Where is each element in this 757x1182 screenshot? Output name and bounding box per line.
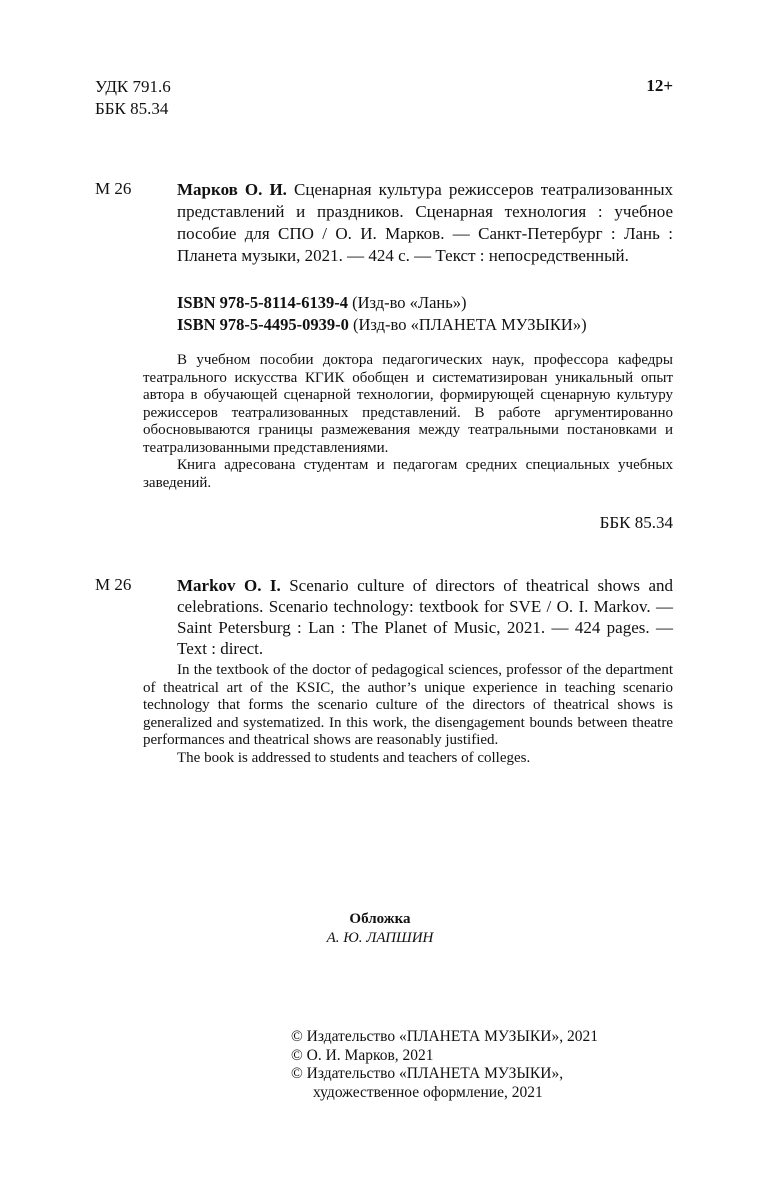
cover-label: Обложка — [349, 911, 411, 927]
copyright-line-3: © Издательство «ПЛАНЕТА МУЗЫКИ», — [291, 1065, 564, 1082]
cover-artist: А. Ю. ЛАПШИН — [326, 930, 434, 946]
bbk-code: ББК 85.34 — [95, 99, 169, 118]
bibliographic-text-en: Scenario culture of directors of theatrical shows and celebrations. Scenario technology: textbook for SVE / O. I. Markov. — Saint Petersburg : Lan : The Planet of Music, 2021. — 424 pages. — Text : direct. — [177, 576, 674, 658]
abstract-ru-paragraph-1: В учебном пособии доктора педагогических наук, профессора кафедры театрального искусства КГИК обобщен и систематизирован уникальный опыт автора в обучающей сценарной технологии, формирующей сценарную культуру режиссеров театрализованных представлений. В работе аргументированно обосновываются границы размежевания между театральными постановками и театрализованными представлениями. — [143, 352, 673, 456]
abstract-en — [143, 662, 673, 767]
abstract-en-paragraph-2: The book is addressed to students and teachers of colleges. — [177, 749, 531, 766]
copyright-line-2: © О. И. Марков, 2021 — [291, 1046, 434, 1064]
copyright-line-1: © Издательство «ПЛАНЕТА МУЗЫКИ», 2021 — [291, 1028, 598, 1045]
age-rating: 12+ — [646, 76, 673, 95]
bibliographic-entry-ru — [177, 179, 673, 267]
author-cipher-en: M 26 — [95, 575, 132, 594]
author-name-en: Markov O. I. — [177, 576, 281, 595]
isbn-line-2 — [177, 314, 673, 336]
bibliographic-entry-en — [177, 575, 673, 659]
cover-credit — [300, 910, 460, 948]
abstract-en-paragraph-1: In the textbook of the doctor of pedagogical sciences, professor of the department of theatrical art of the KSIC, the author’s unique experience in teaching scenario technology that forms the scenario culture of the directors of theatrical shows is generalized and systematized. In this work, the disengagement bounds between theatre performances and theatrical shows are reasonably justified. — [143, 662, 673, 748]
bbk-code-right: ББК 85.34 — [599, 513, 673, 532]
copyright-line-3-continuation: художественное оформление, 2021 — [313, 1083, 543, 1101]
isbn-number-1: ISBN 978-5-8114-6139-4 — [177, 293, 348, 312]
isbn-publisher-1: (Изд-во «Лань») — [352, 293, 467, 312]
isbn-block — [177, 292, 673, 336]
author-cipher-ru: М 26 — [95, 179, 132, 198]
isbn-line-1 — [177, 292, 673, 314]
abstract-ru — [143, 352, 673, 492]
copyright-block — [291, 1028, 598, 1102]
isbn-publisher-2: (Изд-во «ПЛАНЕТА МУЗЫКИ») — [353, 315, 587, 334]
udk-code: УДК 791.6 — [95, 77, 171, 96]
isbn-number-2: ISBN 978-5-4495-0939-0 — [177, 315, 349, 334]
bibliographic-text-ru: Сценарная культура режиссеров театрализованных представлений и праздников. Сценарная технология : учебное пособие для СПО / О. И. Марков. — Санкт-Петербург : Лань : Планета музыки, 2021. — 424 с. — Текст : непосредственный. — [177, 180, 673, 265]
author-name-ru: Марков О. И. — [177, 180, 287, 199]
abstract-ru-paragraph-2: Книга адресована студентам и педагогам средних специальных учебных заведений. — [143, 457, 673, 491]
classification-codes — [95, 76, 171, 120]
